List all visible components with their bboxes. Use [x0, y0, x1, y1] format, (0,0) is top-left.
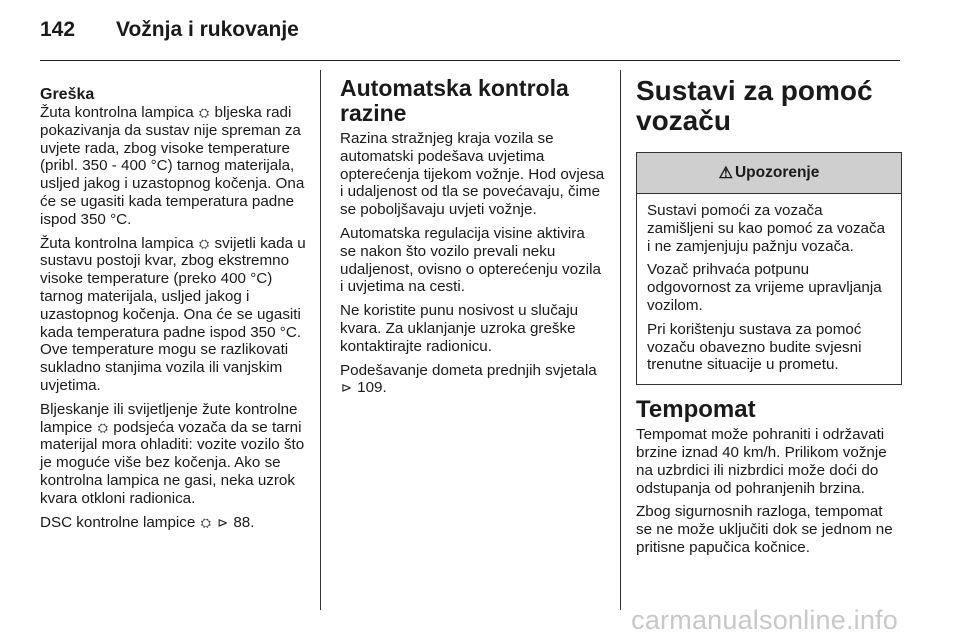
column-divider — [320, 70, 321, 610]
warning-box — [636, 152, 902, 385]
warning-title: Upozorenje — [734, 164, 820, 181]
section-heading-sustavi: Sustavi za pomoć vozaču — [636, 75, 873, 136]
column-middle — [340, 66, 605, 403]
page-number: 142 — [40, 18, 76, 41]
section-heading-greska: Greška — [40, 86, 95, 103]
paragraph: Razina stražnjeg kraja vozila se automatski podešava uvjetima opterećenja tijekom vožnje. Hod ovjesa i udaljenost od tla se povećavaju, čime se poboljšavaju uvjeti vožnje. — [340, 130, 605, 219]
warning-header — [637, 153, 901, 194]
paragraph: Bljeskanje ili svijetljenje žute kontrolne lampice ⛭ podsjeća vozača da se tarni materijal mora ohladiti: vozite vozilo što je moguće više bez kočenja. Ako se kontrolna lampica ne gasi, neka uzrok kvara otkloni radionica. — [40, 400, 305, 507]
brake-lamp-icon: ⛭ — [200, 514, 211, 530]
paragraph: Automatska regulacija visine aktivira se nakon što vozilo prevali neku udaljenost, ovisno o opterećenju vozila i uvjetima na cesti. — [340, 224, 601, 296]
paragraph: Tempomat može pohraniti i održavati brzine iznad 40 km/h. Prilikom vožnje na uzbrdici ili nizbrdici može doći do odstupanja od pohranjenih brzina. — [636, 426, 887, 497]
paragraph: Žuta kontrolna lampica ⛭ bljeska radi pokazivanja da sustav nije spreman za uvjete rada, zbog visoke temperature (pribl. 350 - 400 °C) tarnog materijala, usljed jakog i uzastopnog kočenja. Ona će se ugasiti kada temperatura padne ispod 350 °C. — [40, 104, 305, 228]
paragraph: DSC kontrolne lampice ⛭ ⊳ 88. — [40, 513, 255, 531]
warning-paragraph: Sustavi pomoći za vozača zamišljeni su kao pomoć za vozača i ne zamjenjuju pažnju vozača. — [647, 202, 886, 255]
paragraph: Zbog sigurnosnih razloga, tempomat se ne može uključiti dok se jednom ne pritisne papučica kočnice. — [636, 503, 893, 556]
warning-paragraph: Vozač prihvaća potpunu odgovornost za vrijeme upravljanja vozilom. — [647, 261, 882, 314]
page-reference-arrow-icon: ⊳ — [341, 380, 352, 396]
brake-lamp-icon: ⛭ — [97, 419, 108, 435]
column-left — [40, 66, 308, 537]
warning-paragraph: Pri korištenju sustava za pomoć vozaču obavezno budite svjesni trenutne situacije u prometu. — [647, 320, 862, 374]
page-header — [40, 18, 299, 48]
header-rule — [40, 60, 900, 61]
page-reference-arrow-icon: ⊳ — [217, 514, 229, 530]
column-divider — [620, 70, 621, 610]
paragraph: Žuta kontrolna lampica ⛭ svijetli kada u sustavu postoji kvar, zbog ekstremno visoke temperature (preko 400 °C) tarnog materijala, usljed jakog i uzastopnog kočenja. Ona će se ugasiti kada temperatura padne ispod 350 °C. Ove temperature mogu se razlikovati sukladno stanjima vozila ili vanjskim uvjetima. — [40, 234, 306, 394]
paragraph: Podešavanje dometa prednjih svjetala ⊳ 109. — [340, 361, 597, 397]
brake-lamp-icon: ⛭ — [198, 235, 210, 251]
section-heading-tempomat: Tempomat — [636, 396, 756, 424]
section-heading-automatska-kontrola: Automatska kontrola razine — [340, 75, 569, 126]
page-reference-link[interactable]: 88. — [233, 513, 255, 531]
chapter-title: Vožnja i rukovanje — [116, 18, 299, 41]
warning-triangle-icon: ⚠ — [718, 165, 733, 182]
warning-body — [637, 194, 901, 384]
brake-lamp-icon: ⛭ — [198, 105, 210, 120]
watermark-text: carmanualsonline.info — [631, 605, 898, 635]
page-reference-link[interactable]: 109. — [357, 379, 387, 397]
column-right — [636, 66, 902, 563]
paragraph: Ne koristite punu nosivost u slučaju kvara. Za uklanjanje uzroka greške kontaktirajte radionicu. — [340, 302, 579, 355]
